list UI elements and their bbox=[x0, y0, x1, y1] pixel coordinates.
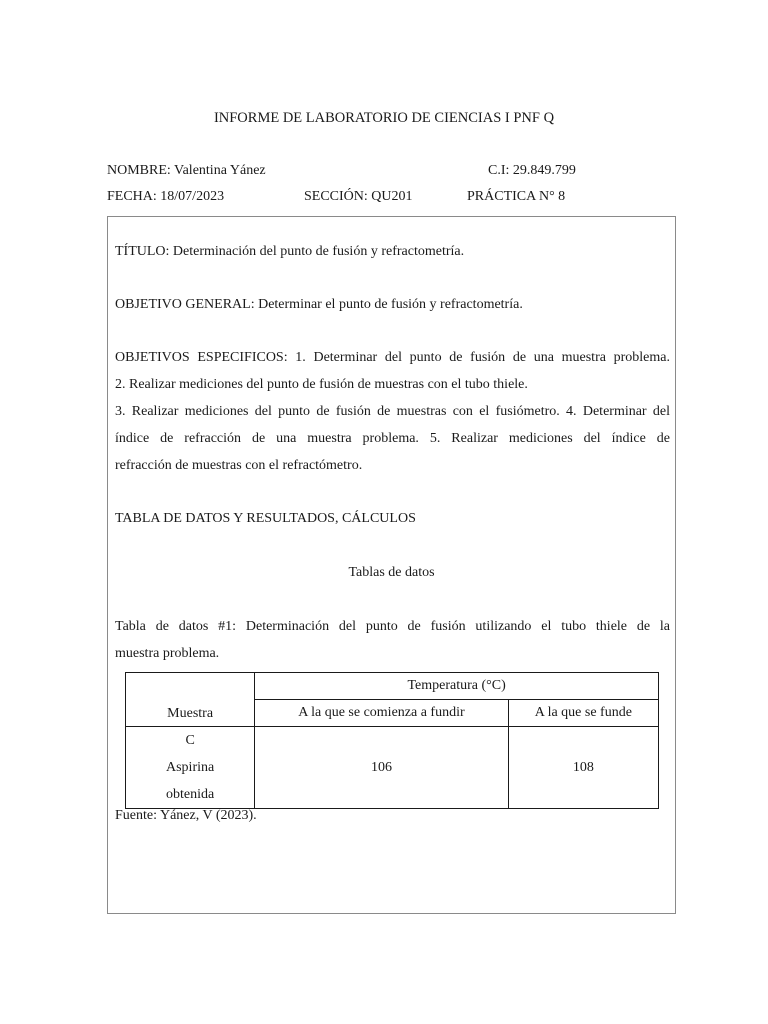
table-header-row-1 bbox=[126, 673, 659, 700]
general-objective: OBJETIVO GENERAL: Determinar el punto de fusión y refractometría. bbox=[115, 297, 523, 312]
report-title-line: TÍTULO: Determinación del punto de fusión y refractometría. bbox=[115, 244, 465, 259]
practice-number: PRÁCTICA N° 8 bbox=[467, 189, 566, 204]
header-temperatura: Temperatura (°C) bbox=[255, 673, 659, 700]
tables-heading: Tablas de datos bbox=[348, 565, 435, 580]
header-comienza-fundir: A la que se comienza a fundir bbox=[255, 700, 508, 727]
report-content-box bbox=[107, 216, 676, 914]
table-row bbox=[126, 727, 659, 809]
cell-comienza-value: 106 bbox=[255, 727, 508, 809]
cell-muestra-line-3: obtenida bbox=[166, 787, 215, 802]
specific-objectives-line-3: 3. Realizar mediciones del punto de fusión de muestras con el fusiómetro. 4. Determinar del bbox=[115, 404, 670, 419]
header-se-funde: A la que se funde bbox=[508, 700, 658, 727]
specific-objectives-line-4: índice de refracción de una muestra problema. 5. Realizar mediciones del índice de bbox=[115, 431, 670, 446]
cell-muestra-line-2: Aspirina bbox=[166, 760, 215, 775]
specific-objectives-line-2: 2. Realizar mediciones del punto de fusión de muestras con el tubo thiele. bbox=[115, 377, 528, 392]
section-code: SECCIÓN: QU201 bbox=[304, 189, 413, 204]
cell-funde-value: 108 bbox=[508, 727, 658, 809]
cell-muestra-line-1: C bbox=[185, 733, 195, 748]
source-note: Fuente: Yánez, V (2023). bbox=[115, 808, 257, 823]
document-title: INFORME DE LABORATORIO DE CIENCIAS I PNF Q bbox=[213, 110, 555, 126]
table-caption-line-2: muestra problema. bbox=[115, 646, 220, 661]
section-heading: TABLA DE DATOS Y RESULTADOS, CÁLCULOS bbox=[115, 511, 416, 526]
melting-point-table bbox=[125, 672, 659, 809]
report-date: FECHA: 18/07/2023 bbox=[107, 189, 225, 204]
header-muestra: Muestra bbox=[126, 673, 255, 727]
student-id: C.I: 29.849.799 bbox=[488, 163, 576, 178]
specific-objectives-line-1: OBJETIVOS ESPECIFICOS: 1. Determinar del punto de fusión de una muestra problema. bbox=[115, 350, 670, 365]
student-name: NOMBRE: Valentina Yánez bbox=[107, 163, 266, 178]
cell-muestra bbox=[126, 727, 255, 809]
specific-objectives-line-5: refracción de muestras con el refractómetro. bbox=[115, 458, 363, 473]
table-caption-line-1: Tabla de datos #1: Determinación del punto de fusión utilizando el tubo thiele de la bbox=[115, 619, 670, 634]
